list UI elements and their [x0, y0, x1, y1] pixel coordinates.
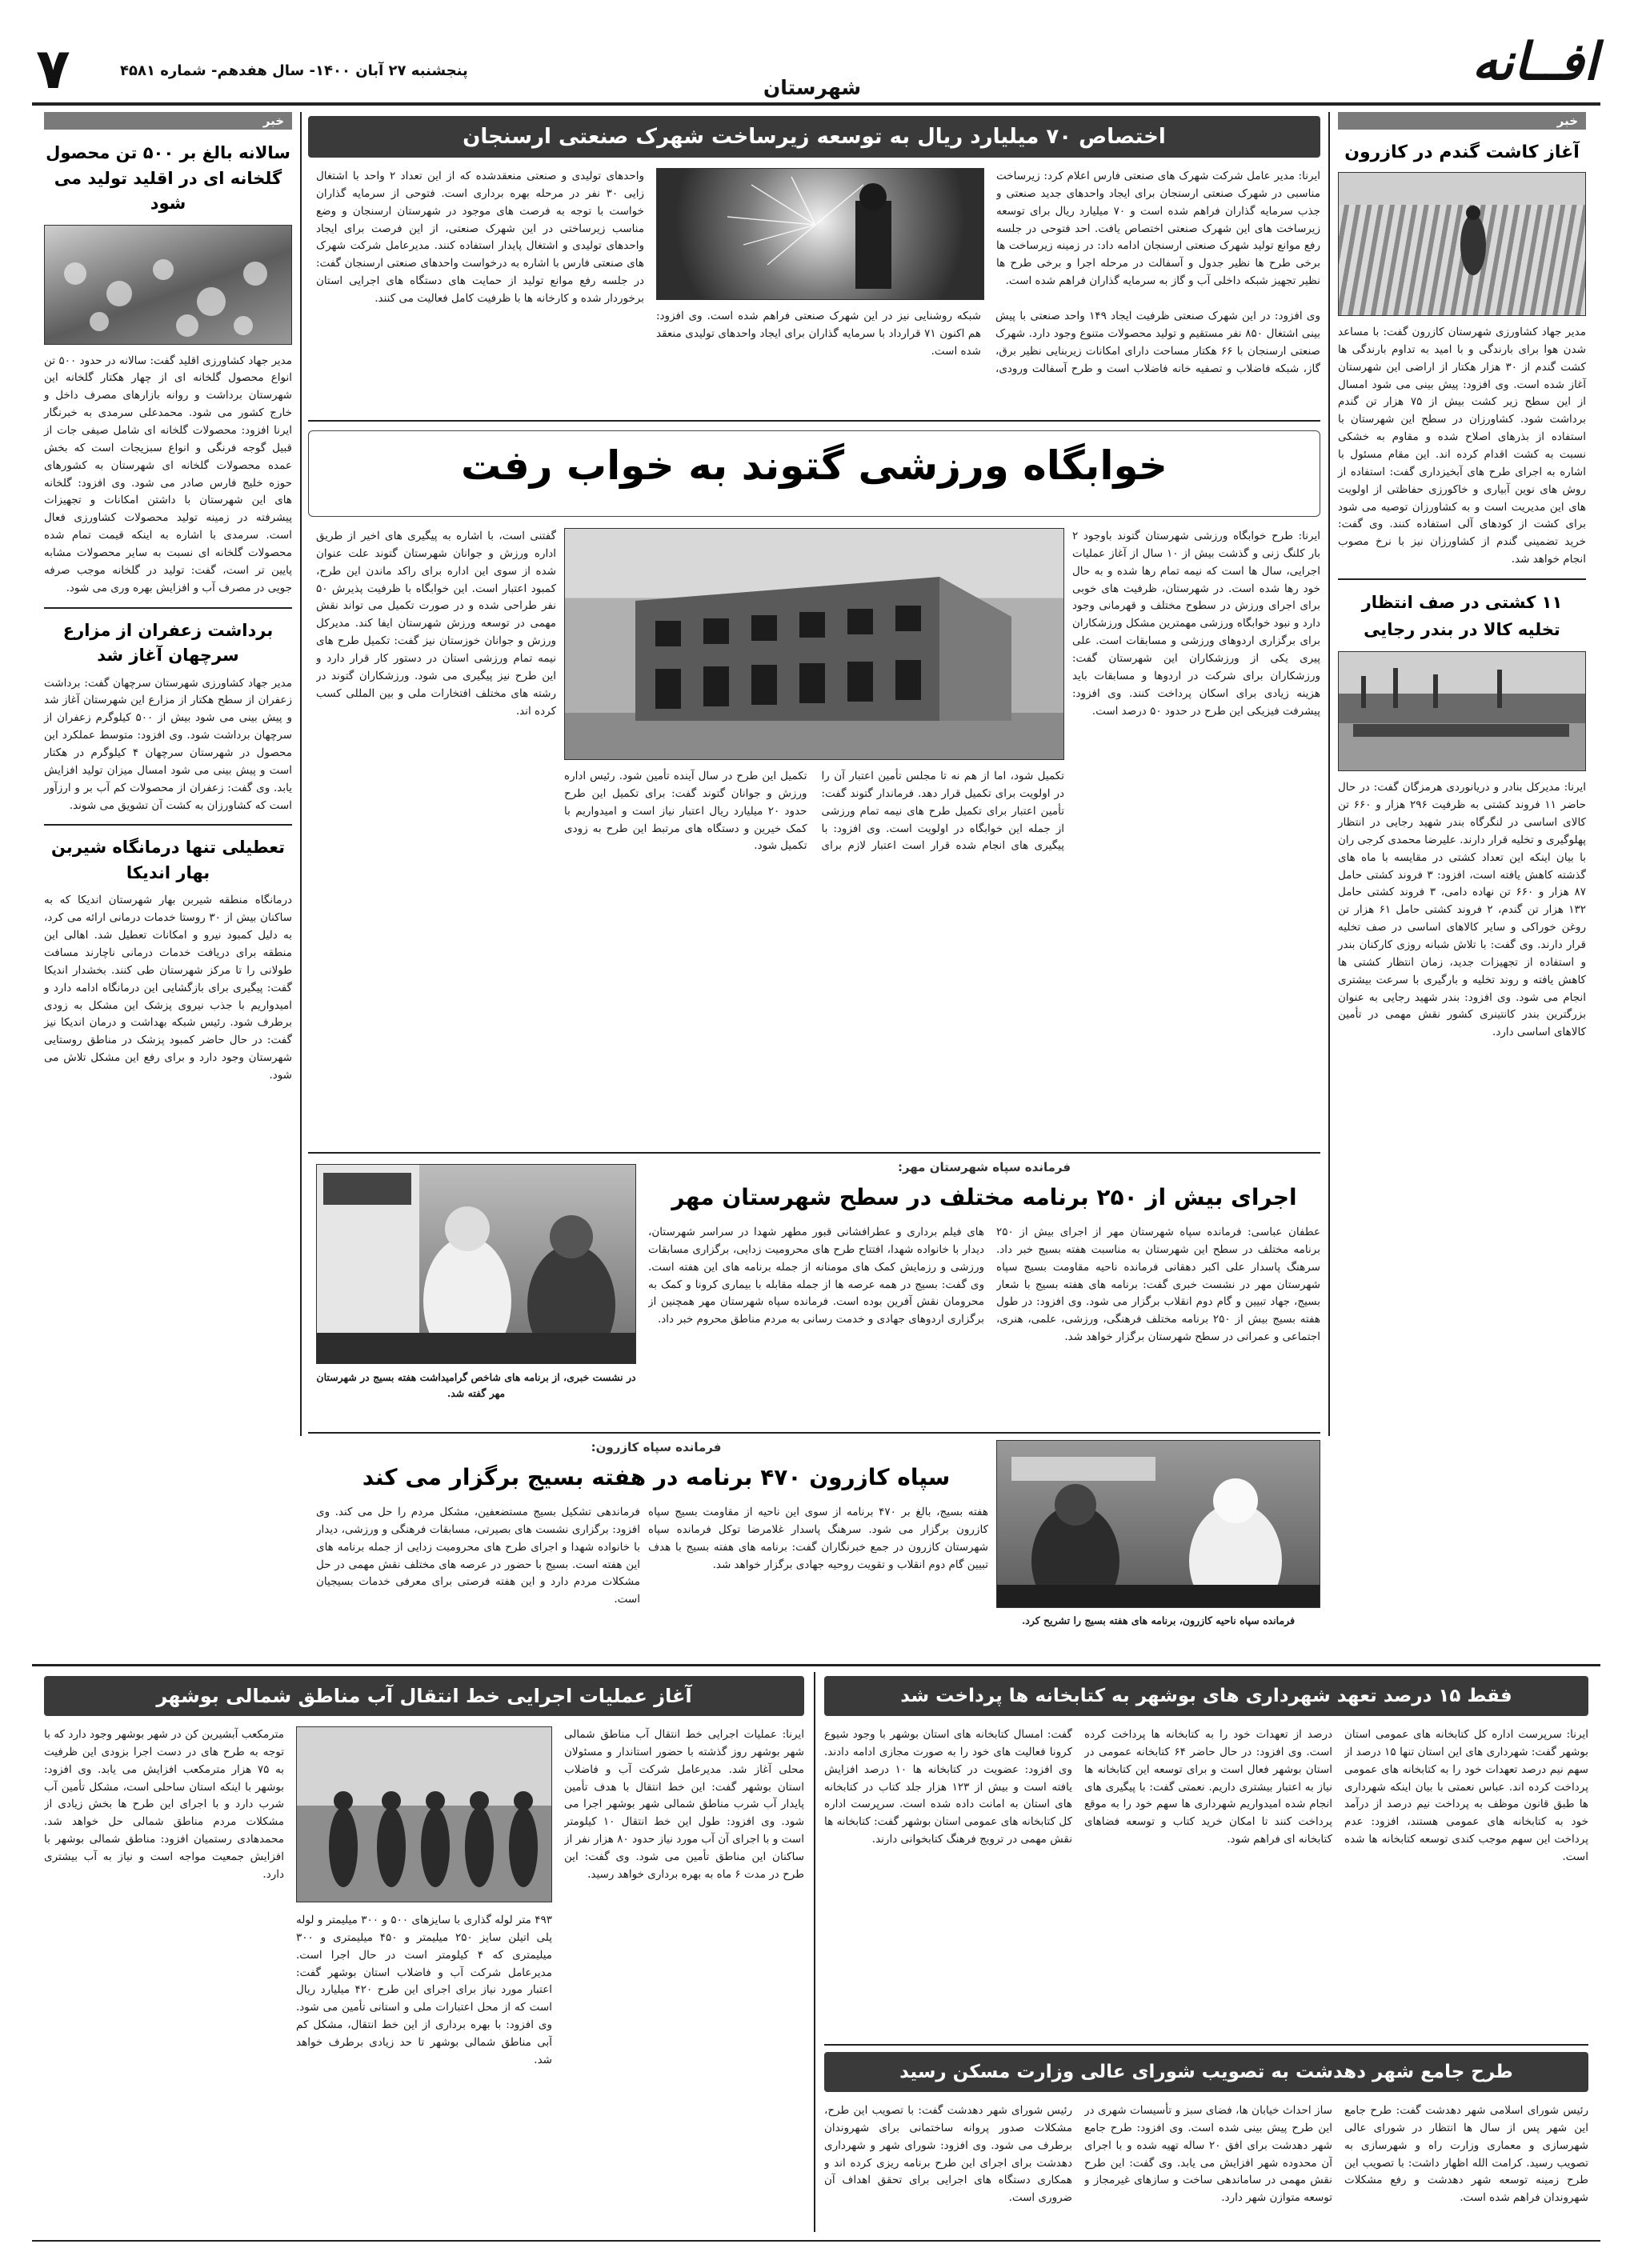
masthead	[0, 0, 1630, 104]
right-story1-title: آغاز کاشت گندم در کازرون	[1344, 142, 1580, 162]
sepah-body-b: های فیلم برداری و عطرافشانی قبور مطهر شهدا در سراسر شهرستان، دیدار با خانواده شهدا، افتتاح طرح های محرومیت زدایی، برگزاری مسابقات ورزشی و رزمایش کمک های مومنانه از جمله برنامه های این هفته است. وی گفت: بسیج در همه عرصه ها از جمله مقابله با بیماری کرونا و کمک به محرومان نقش آفرین بوده است. فرمانده سپاه شهرستان مهر همچنین از برگزاری اردوهای جهادی و خدمت رسانی به مردم مناطق محروم خبر داد.	[648, 1226, 984, 1326]
housing-body-b: ساز احداث خیابان ها، فضای سبز و تأسیسات شهری در این طرح پیش بینی شده است. وی افزود: طرح جامع شهر دهدشت برای افق ۲۰ ساله تهیه شده و با اجرای آن محدوده شهر افزایش می یابد. وی گفت: این طرح نقش مهمی در ساماندهی ساخت و سازهای غیرمجاز و توسعه متوازن شهر دارد.	[1084, 2104, 1332, 2205]
right-story1-body: مدیر جهاد کشاورزی شهرستان کازرون گفت: با مساعد شدن هوا برای بارندگی و با امید به تداوم بارندگی ها کشت گندم از ۳۰ هزار هکتار از اراضی این شهرستان آغاز شده است. وی افزود: پیش بینی می شود امسال از این سطح زیر کشت بیش از ۷۵ هزار تن گندم برداشت شود. کشاورزان در سطح این شهرستان با استفاده از بذرهای اصلاح شده و مقاوم به خشکی نسبت به کشت اقدام کرده اند. این مقام مسئول با اشاره به اجرای طرح های آبخیزداری گفت: استفاده از روش های نوین آبیاری و خاکورزی حفاظتی از اولویت های این مدیریت است و به کشاورزان توصیه می شود برای کشت از کودهای آلی استفاده کنند. وی گفت: خرید تضمینی گندم از کشاورزان نیز با نرخ مصوب انجام خواهد شد.	[1338, 326, 1586, 566]
top-story-body-c: واحدهای تولیدی و صنعتی منعقدشده که از این تعداد ۲ واحد با اشتغال زایی ۳۰ نفر در مرحله بهره برداری است. فتوحی از سرمایه گذاران خواست با توجه به فرصت های موجود در شهرستان ارسنجان و وضع مناسب زیرساختی در این شهرک صنعتی، از این فرصت برای ایجاد واحدهای تولیدی و اشتغال پایدار استفاده کنند. مدیرعامل شرکت شهرک های صنعتی فارس با اشاره به درخواست واحدهای صنعتی ارسنجان گفت: در جلسه رفع موانع تولید از حمایت های دستگاه های اجرایی استان برخوردار شده و کارخانه ها با ظرفیت کامل فعالیت می کنند.	[316, 170, 644, 306]
meeting-image	[996, 1441, 1320, 1608]
bushehr-headline: آغاز عملیات اجرایی خط انتقال آب مناطق شمالی بوشهر	[44, 1676, 804, 1716]
housing-headline: طرح جامع شهر دهدشت به تصویب شورای عالی وزارت مسکن رسید	[824, 2052, 1588, 2092]
top-story-headline: اختصاص ۷۰ میلیارد ریال به توسعه زیرساخت شهرک صنعتی ارسنجان	[308, 116, 1320, 158]
bushehr-body-c: ایرنا: عملیات اجرایی خط انتقال آب مناطق شمالی شهر بوشهر روز گذشته با حضور استاندار و مسئولان محلی آغاز شد. مدیرعامل شرکت آب و فاضلاب استان بوشهر گفت: این خط انتقال با هدف تأمین پایدار آب شرب مناطق شمالی شهر بوشهر اجرا می شود. وی افزود: طول این خط انتقال ۱۰ کیلومتر است و با اجرای آن آب مورد نیاز حدود ۸۰ هزار نفر از ساکنان این مناطق تأمین می شود. وی گفت: این طرح در مدت ۶ ماه به بهره برداری خواهد رسید.	[564, 1728, 804, 1881]
bushehr-body-a: مترمکعب آبشیرین کن در شهر بوشهر وجود دارد که با توجه به طرح های در دست اجرا بزودی این ظرفیت به ۷۵ هزار مترمکعب افزایش می یابد. وی افزود: بوشهر با اینکه استان ساحلی است، مشکل تأمین آب شرب دارد و با اجرای این طرح ها بخش زیادی از مشکلات مردم مناطق شمالی حل خواهد شد. محمدهادی رستمیان افزود: مناطق شمالی بوشهر با افزایش جمعیت مواجه است و نیاز به آب بیشتری دارد.	[44, 1728, 284, 1881]
kazerun-photo	[996, 1440, 1320, 1608]
kazerun-kicker: فرمانده سپاه کازرون:	[591, 1440, 722, 1454]
left-tag: خبر	[44, 112, 292, 130]
housing-body-a: رئیس شورای اسلامی شهر دهدشت گفت: طرح جامع این شهر پس از سال ها انتظار در شورای عالی شهرسازی و معماری وزارت راه و شهرسازی به تصویب رسید. کرامت الله اظهار داشت: با تصویب این طرح زمینه توسعه شهر دهدشت و رفع مشکلات شهروندان فراهم شده است.	[1344, 2104, 1588, 2205]
left-story1-title: سالانه بالغ بر ۵۰۰ تن محصول گلخانه ای در اقلید تولید می شود	[46, 143, 290, 213]
welding-image	[656, 169, 983, 300]
right-story2-title: ۱۱ کشتی در صف انتظار تخلیه کالا در بندر رجایی	[1361, 593, 1563, 639]
sepah-kicker: فرمانده سپاه شهرستان مهر:	[897, 1160, 1071, 1174]
bottom-divider	[814, 1672, 815, 2232]
bushehr-body-b: ۴۹۳ متر لوله گذاری با سایزهای ۵۰۰ و ۳۰۰ میلیمتر و لوله پلی اتیلن سایز ۲۵۰ میلیمتر و ۴۵۰ میلیمتری و ۳۰۰ میلیمتری که ۴ کیلومتر است در حال اجرا است. مدیرعامل شرکت آب و فاضلاب استان بوشهر گفت: اعتبار مورد نیاز برای اجرای این طرح ۴۲۰ میلیارد ریال است که از محل اعتبارات ملی و استانی تأمین می شود. وی افزود: با بهره برداری از این خط انتقال، مشکل کم آبی مناطق شمالی بوشهر تا حد زیادی برطرف خواهد شد.	[296, 1914, 552, 2066]
right-port-photo	[1338, 651, 1586, 771]
top-story-body-b: وی افزود: در این شهرک صنعتی ظرفیت ایجاد ۱۴۹ واحد صنعتی با پیش بینی اشتغال ۸۵۰ نفر مستقیم و تولید محصولات متنوع وجود دارد. شهرک صنعتی ارسنجان با ۶۶ هکتار مساحت دارای امکانات زیربنایی نظیر برق، گاز، شبکه فاضلاب و تصفیه خانه فاضلاب است و طرح آسفالت ورودی، شبکه روشنایی نیز در این شهرک صنعتی فراهم شده است. وی افزود: هم اکنون ۷۱ قرارداد با سرمایه گذاران برای ایجاد واحدهای تولیدی منعقد شده است.	[656, 310, 1320, 375]
gym-building-photo	[564, 528, 1064, 760]
page-number: ۷	[36, 36, 70, 102]
left-column	[44, 112, 292, 1436]
sepah-headline: اجرای بیش از ۲۵۰ برنامه مختلف در سطح شهرستان مهر	[671, 1184, 1297, 1210]
sepah-photo	[316, 1164, 636, 1364]
left-story3-body: درمانگاه منطقه شیربن بهار شهرستان اندیکا که به ساکنان بیش از ۳۰ روستا خدمات درمانی ارائه می کرد، به دلیل کمبود نیرو و امکانات تعطیل شد. اهالی این منطقه برای دریافت خدمات درمانی ناچارند مسافت طولانی را تا مرکز شهرستان طی کنند. بخشدار اندیکا گفت: پیگیری برای بازگشایی این درمانگاه ادامه دارد و امیدواریم با جذب نیروی پزشک این مشکل به زودی برطرف شود. رئیس شبکه بهداشت و درمان اندیکا نیز گفت: در حال حاضر کمبود پزشک در مناطق روستایی شهرستان وجود دارد و برای رفع این مشکل تلاش می شود.	[44, 894, 292, 1082]
right-column	[1338, 112, 1586, 1436]
gym-body-b: تکمیل شود، اما از هم نه تا مجلس تأمین اعتبار آن را در اولویت برای تکمیل قرار دهد. فرماندار گتوند گفت: تأمین اعتبار برای تکمیل طرح های نیمه تمام ورزشی از جمله این خوابگاه در اولویت است. وی افزود: با پیگیری های انجام شده قرار است اعتبار لازم برای تکمیل این طرح در سال آینده تأمین شود. رئیس اداره ورزش و جوانان گتوند گفت: برای تکمیل این طرح حدود ۲۰ میلیارد ریال اعتبار نیاز است و امیدواریم با کمک خیرین و دستگاه های مرتبط این طرح به زودی تکمیل شود.	[564, 770, 1064, 853]
gym-body-c: گفتنی است، با اشاره به پیگیری های اخیر از طریق اداره ورزش و جوانان شهرستان گتوند علت عنوان شده از سوی این اداره برای راکد ماندن این طرح، کمبود اعتبار است. این خوابگاه با ظرفیت پذیرش ۵۰ نفر طراحی شده و در صورت تکمیل می تواند نقش مهمی در توسعه ورزش شهرستان ایفا کند. مدیرکل ورزش و جوانان خوزستان نیز گفت: تکمیل طرح های نیمه تمام ورزشی استان در دستور کار قرار دارد و این طرح نیز پیگیری می شود. ورزشکاران گتوند در رشته های مختلف افتخارات ملی و بین المللی کسب کرده اند.	[316, 530, 556, 718]
library-body-c: گفت: امسال کتابخانه های استان بوشهر با وجود شیوع کرونا فعالیت های خود را به صورت مجازی ادامه دادند. وی افزود: عضویت در کتابخانه ها ۱۰ درصد افزایش یافته است و بیش از ۱۲۳ هزار جلد کتاب در کتابخانه های استان به امانت داده شده است. سرپرست اداره کل کتابخانه های عمومی استان بوشهر گفت: کتابخانه ها نقش مهمی در ترویج فرهنگ کتابخوانی دارند.	[824, 1728, 1072, 1846]
left-story2-title: برداشت زعفران از مزارع سرچهان آغاز شد	[62, 620, 274, 666]
housing-body-c: رئیس شورای شهر دهدشت گفت: با تصویب این طرح، مشکلات صدور پروانه ساختمانی برای شهروندان برطرف می شود. وی افزود: شورای شهر و شهرداری دهدشت برای اجرای این طرح برنامه ریزی کرده اند و همکاری دستگاه های اجرایی برای تحقق اهداف آن ضروری است.	[824, 2104, 1072, 2205]
top-story-body-a: ایرنا: مدیر عامل شرکت شهرک های صنعتی فارس اعلام کرد: زیرساخت مناسبی در شهرک صنعتی ارسنجان برای ایجاد واحدهای جدید صنعتی و جذب سرمایه گذاران فراهم شده است و ۷۰ میلیارد ریال برای توسعه زیرساخت های این شهرک صنعتی اختصاص یافت. احد فتوحی در جلسه رفع موانع تولید شهرک صنعتی ارسنجان ادامه داد: در زمینه زیرساخت ها برخی طرح ها نظیر جدول و آسفالت در مرحله اجرا و برخی طرح ها نظیر تجهیز شبکه داخلی آب و گاز به سرمایه گذاران فراهم شده است.	[996, 170, 1320, 288]
bottom-rule	[32, 2240, 1600, 2242]
sepah-caption: در نشست خبری، از برنامه های شاخص گرامیداشت هفته بسیج در شهرستان مهر گفته شد.	[316, 1371, 636, 1400]
right-divider	[1328, 112, 1330, 1436]
right-tag: خبر	[1338, 112, 1586, 130]
kazerun-headline: سپاه کازرون ۴۷۰ برنامه در هفته بسیج برگزار می کند	[362, 1464, 951, 1490]
gym-rule	[308, 1152, 1320, 1154]
sepah-body-a: عطفان عباسی: فرمانده سپاه شهرستان مهر از اجرای بیش از ۲۵۰ برنامه مختلف در سطح این شهرستان به مناسبت هفته بسیج خبر داد. سرهنگ پاسدار علی اکبر دهقانی فرمانده ناحیه مقاومت بسیج سپاه شهرستان مهر در نشست خبری گفت: برنامه های هفته بسیج با شعار بسیج، جهاد تبیین و گام دوم انقلاب برگزار می شود. وی افزود: در طول هفته بسیج بیش از ۲۵۰ برنامه مختلف فرهنگی، ورزشی، علمی، هنری، اجتماعی و عمرانی در سطح شهرستان برگزار خواهد شد.	[996, 1226, 1320, 1344]
library-body-b: درصد از تعهدات خود را به کتابخانه ها پرداخت کرده است. وی افزود: در حال حاضر ۶۴ کتابخانه عمومی در استان بوشهر فعال است و برای توسعه این کتابخانه ها نیاز به اعتبار بیشتری داریم. نعمتی گفت: با پیگیری های انجام شده امیدواریم شهرداری ها سهم خود را به موقع پرداخت کنند تا امکان خرید کتاب و توسعه فضاهای کتابخانه ای فراهم شود.	[1084, 1728, 1332, 1846]
right-wheat-photo	[1338, 172, 1586, 316]
library-headline: فقط ۱۵ درصد تعهد شهرداری های بوشهر به کتابخانه ها پرداخت شد	[824, 1676, 1588, 1716]
date-line: پنجشنبه ۲۷ آبان ۱۴۰۰- سال هفدهم- شماره ۴۵۸۱	[120, 62, 468, 79]
press-conference-image	[316, 1165, 635, 1364]
gym-body-a: ایرنا: طرح خوابگاه ورزشی شهرستان گتوند باوجود ۲ بار کلنگ زنی و گذشت بیش از ۱۰ سال از آغاز عملیات اجرایی، سال ها است که نیمه تمام رها شده و به حال خود رها شده است. در شهرستان، ظرفیت های خوبی برای اجرای ورزش در سطوح مختلف و قهرمانی وجود دارد و نبود خوابگاه ورزشی مهمترین مشکل ورزشکاران برای برگزاری اردوهای ورزشی و مسابقات است. علی پیری یکی از ورزشکاران این شهرستان گفت: ورزشکاران برای شرکت در اردوها و مسابقات باید هزینه زیادی برای اسکان پرداخت کنند. وی افزود: پیشرفت فیزیکی این طرح در حدود ۵۰ درصد است.	[1072, 530, 1320, 718]
bushehr-photo	[296, 1726, 552, 1902]
left-divider	[300, 112, 302, 1436]
section-title: شهرستان	[763, 76, 862, 99]
right-story2-body: ایرنا: مدیرکل بنادر و دریانوردی هرمزگان گفت: در حال حاضر ۱۱ فروند کشتی به ظرفیت ۲۹۶ هزار و ۶۶۰ تن کالای اساسی در لنگرگاه بندر شهید رجایی در انتظار پهلوگیری و تخلیه قرار دارند. علیرضا محمدی کرجی ران با بیان اینکه این تعداد کشتی در مقایسه با ماه های گذشته کاهش یافته است، افزود: ۳ فروند کشتی حامل ۸۷ هزار و ۶۶۰ تن نهاده دامی، ۳ فروند کشتی حامل ۱۳۲ هزار تن گندم، ۲ فروند کشتی حامل ۶۱ هزار تن روغن خوراکی و سایر کالاهای اساسی در صف تخلیه قرار دارند. وی گفت: با تلاش شبانه روزی کارکنان بندر و استفاده از تجهیزات جدید، زمان انتظار کشتی ها کاهش یافته و روند تخلیه و بارگیری با سرعت بیشتری انجام می شود. وی افزود: بندر شهید رجایی به عنوان بزرگترین بندر کانتینری کشور نقش مهمی در تأمین کالاهای اساسی دارد.	[1338, 781, 1587, 1039]
field-image	[1338, 173, 1585, 316]
gym-headline: خوابگاه ورزشی گتوند به خواب رفت	[461, 442, 1167, 489]
kazerun-body-a: هفته بسیج، بالغ بر ۴۷۰ برنامه از سوی این ناحیه از مقاومت بسیج سپاه کازرون برگزار می شود. سرهنگ پاسدار غلامرضا توکل فرمانده سپاه شهرستان کازرون در جمع خبرنگاران گفت: برنامه های هفته بسیج با هدف تبیین گام دوم انقلاب و تقویت روحیه جهادی برگزار خواهد شد.	[648, 1506, 988, 1571]
newspaper-logo: افــانه	[1472, 32, 1598, 92]
kazerun-caption: فرمانده سپاه ناحیه کازرون، برنامه های هفته بسیج را تشریح کرد.	[1021, 1614, 1296, 1626]
left-story2-body: مدیر جهاد کشاورزی شهرستان سرچهان گفت: برداشت زعفران از سطح هکتار از مزارع این شهرستان آغاز شد و پیش بینی می شود بیش از ۵۰۰ کیلوگرم زعفران از سرچهان برداشت شود. وی افزود: متوسط عملکرد این محصول در شهرستان سرچهان ۴ کیلوگرم در هکتار است و پیش بینی می شود امسال میزان تولید افزایش یابد. وی گفت: زعفران از محصولات کم آب بر و ارزآور است که کشاورزان به کشت آن تشویق می شوند.	[44, 676, 292, 812]
greenhouse-image	[44, 226, 291, 345]
masthead-rule	[32, 102, 1600, 106]
kazerun-body-b: فرماندهی تشکیل بسیج مستضعفین، مشکل مردم را حل می کند. وی افزود: برگزاری نشست های بصیرتی، مسابقات فرهنگی و ورزشی، دیدار با خانواده شهدا و اجرای طرح های محرومیت زدایی از جمله برنامه های این هفته است. بسیج با حضور در عرصه های مختلف نقش مهمی در حل مشکلات مردم دارد و این هفته فرصتی برای معرفی خدمات بسیجیان است.	[316, 1506, 640, 1606]
left-greenhouse-photo	[44, 225, 292, 345]
top-story-photo	[656, 168, 984, 300]
port-image	[1338, 652, 1585, 771]
sepah-rule	[308, 1432, 1320, 1434]
left-story1-body: مدیر جهاد کشاورزی اقلید گفت: سالانه در حدود ۵۰۰ تن انواع محصول گلخانه ای از چهار هکتار گلخانه این شهرستان برداشت و روانه بازارهای مصرف داخل و خارج کشور می شود. محمدعلی سرمدی به خبرنگار ایرنا افزود: محصولات گلخانه ای شامل صیفی جات از قبیل گوجه فرنگی و انواع سبزیجات است که بخش عمده محصولات گلخانه ای شهرستان به کشورهای حوزه خلیج فارس صادر می شود. وی افزود: گلخانه های این شهرستان با داشتن امکانات و تجهیزات پیشرفته در زمینه تولید محصولات کشاورزی فعال است. سرمدی با اشاره به اینکه قیمت تمام شده محصولات گلخانه ای نسبت به سایر محصولات مشابه پایین تر است، گفت: تولید در گلخانه موجب صرفه جویی در مصرف آب و افزایش بهره وری می شود.	[44, 354, 292, 594]
lower-section-rule	[32, 1664, 1600, 1666]
groundbreaking-image	[296, 1727, 551, 1902]
library-rule	[824, 2044, 1588, 2046]
library-body-a: ایرنا: سرپرست اداره کل کتابخانه های عمومی استان بوشهر گفت: شهرداری های این استان تنها ۱۵ درصد از سهم نیم درصد تعهدات خود را به کتابخانه های عمومی پرداخت کرده اند. عباس نعمتی با بیان اینکه شهرداری ها طبق قانون موظف به پرداخت نیم درصد از درآمد خود به کتابخانه های عمومی هستند، افزود: عدم پرداخت این سهم موجب کندی توسعه کتابخانه ها شده است.	[1344, 1728, 1588, 1864]
building-image	[564, 529, 1063, 760]
left-story3-title: تعطیلی تنها درمانگاه شیربن بهار اندیکا	[51, 838, 285, 882]
top-story-rule	[308, 420, 1320, 422]
